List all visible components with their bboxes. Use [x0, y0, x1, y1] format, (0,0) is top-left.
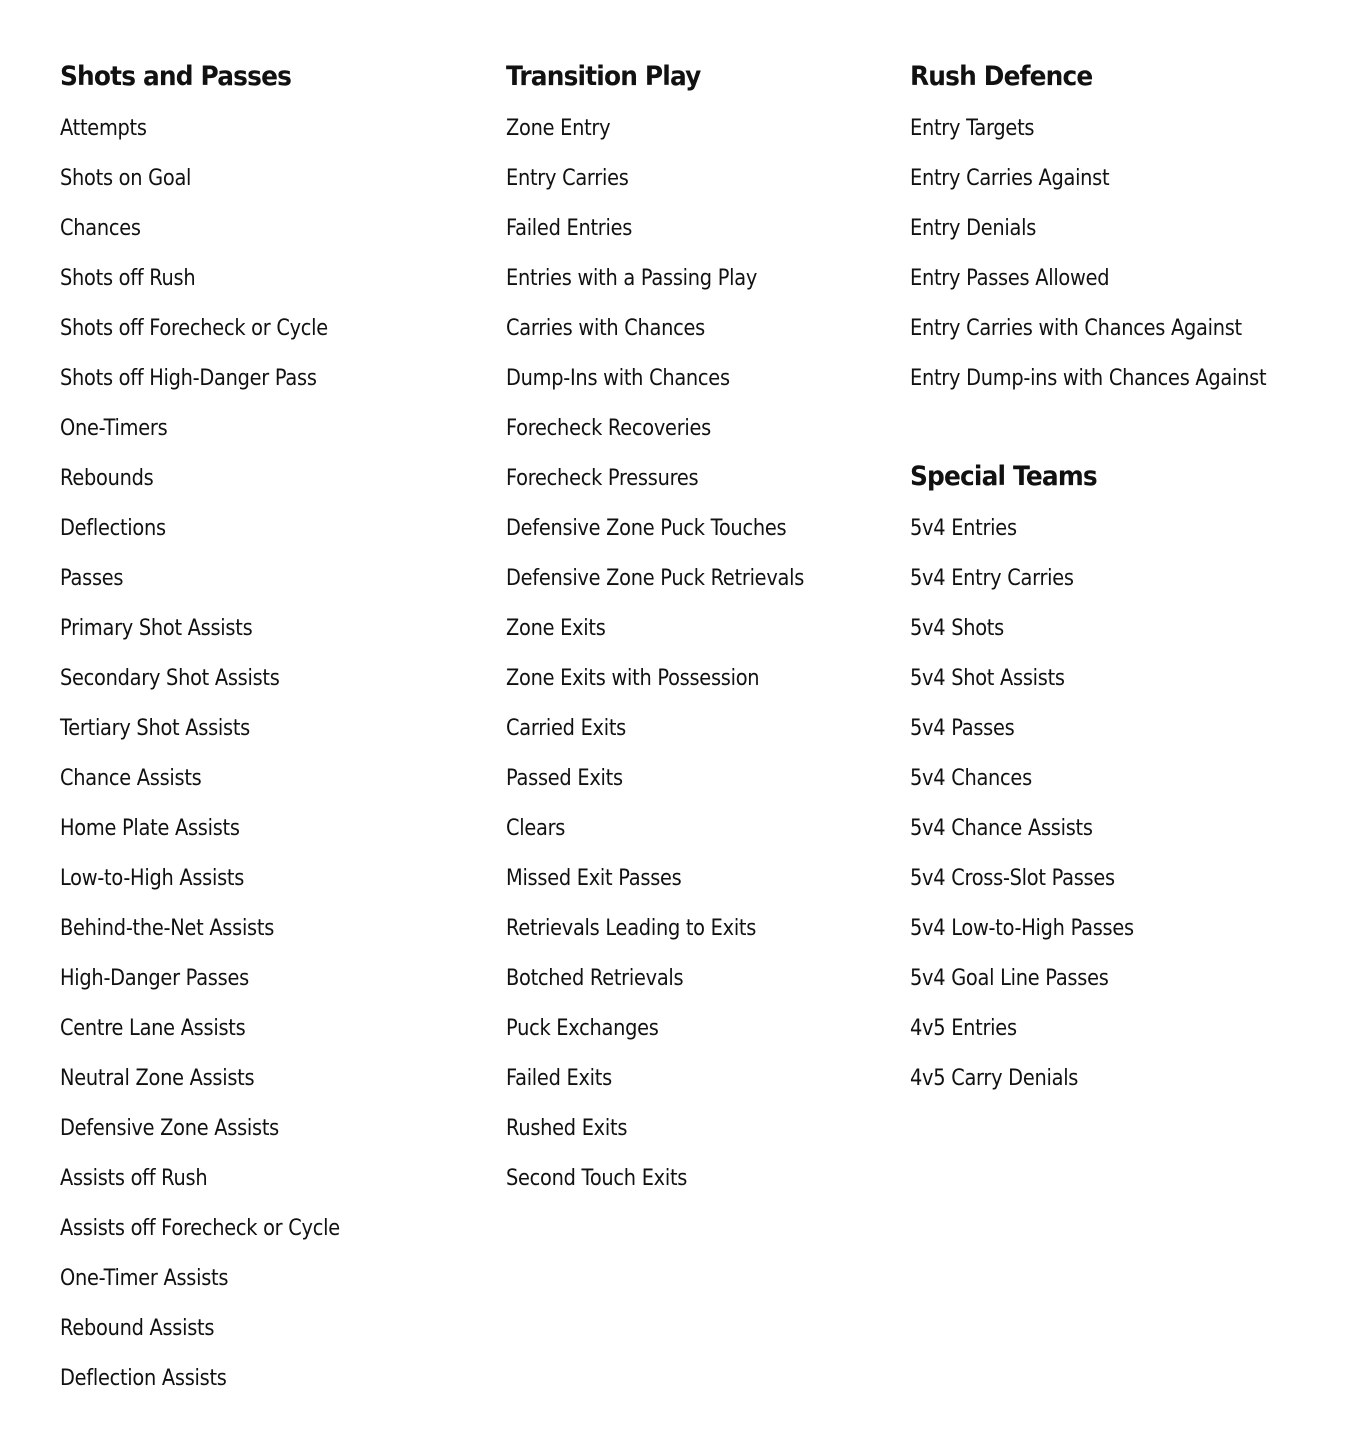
metric-item: 5v4 Entries: [910, 516, 1017, 541]
metric-item: 5v4 Cross-Slot Passes: [910, 866, 1115, 891]
metric-item: Dump-Ins with Chances: [506, 366, 730, 391]
metric-item: Chances: [60, 216, 141, 241]
metric-list: [60, 104, 378, 1404]
metric-item: Missed Exit Passes: [506, 866, 682, 891]
metric-item: Carried Exits: [506, 716, 627, 741]
metric-item: Rebounds: [60, 466, 154, 491]
metric-item: Entry Denials: [910, 216, 1037, 241]
metric-item: Entries with a Passing Play: [506, 266, 758, 291]
section-heading: Special Teams: [910, 461, 1097, 492]
metric-item: Assists off Forecheck or Cycle: [60, 1216, 340, 1241]
metric-item: Rebound Assists: [60, 1316, 215, 1341]
metric-item: 4v5 Entries: [910, 1016, 1017, 1041]
metric-item: Tertiary Shot Assists: [60, 716, 250, 741]
metric-item: Shots off Rush: [60, 266, 196, 291]
metric-item: One-Timer Assists: [60, 1266, 229, 1291]
metric-item: Chance Assists: [60, 766, 202, 791]
metric-item: 5v4 Goal Line Passes: [910, 966, 1109, 991]
metric-item: Second Touch Exits: [506, 1166, 688, 1191]
metric-item: Clears: [506, 816, 566, 841]
metric-item: 5v4 Shots: [910, 616, 1004, 641]
metric-item: Shots off High-Danger Pass: [60, 366, 317, 391]
column-shots-and-passes: [60, 52, 378, 1404]
metric-item: Attempts: [60, 116, 147, 141]
section-special-teams: [910, 452, 1315, 1104]
section-heading: Rush Defence: [910, 61, 1093, 92]
metric-item: Forecheck Pressures: [506, 466, 699, 491]
metric-item: 4v5 Carry Denials: [910, 1066, 1079, 1091]
metric-item: Deflections: [60, 516, 166, 541]
metric-item: Carries with Chances: [506, 316, 706, 341]
metric-item: Entry Targets: [910, 116, 1035, 141]
section-transition-play: [506, 52, 845, 1204]
metric-list: [910, 504, 1315, 1104]
metric-item: Home Plate Assists: [60, 816, 240, 841]
metric-item: One-Timers: [60, 416, 168, 441]
metric-item: Retrievals Leading to Exits: [506, 916, 757, 941]
metric-item: Failed Entries: [506, 216, 633, 241]
metric-item: Forecheck Recoveries: [506, 416, 711, 441]
metric-item: Puck Exchanges: [506, 1016, 659, 1041]
metric-item: Entry Carries: [506, 166, 629, 191]
metric-item: Low-to-High Assists: [60, 866, 245, 891]
metric-item: Zone Exits with Possession: [506, 666, 760, 691]
section-rush-defence: [910, 52, 1315, 404]
metric-item: Entry Passes Allowed: [910, 266, 1110, 291]
metric-item: Shots on Goal: [60, 166, 192, 191]
column-rush-defence-special-teams: [910, 52, 1315, 1104]
metric-item: Primary Shot Assists: [60, 616, 253, 641]
metric-item: 5v4 Entry Carries: [910, 566, 1074, 591]
metric-item: Rushed Exits: [506, 1116, 628, 1141]
metric-item: Assists off Rush: [60, 1166, 208, 1191]
metric-item: Secondary Shot Assists: [60, 666, 280, 691]
metric-item: Defensive Zone Puck Retrievals: [506, 566, 805, 591]
metric-item: Entry Dump-ins with Chances Against: [910, 366, 1267, 391]
metric-item: Passes: [60, 566, 124, 591]
section-heading: Transition Play: [506, 61, 701, 92]
metric-list: [506, 104, 845, 1204]
metric-item: Neutral Zone Assists: [60, 1066, 255, 1091]
metric-item: Entry Carries Against: [910, 166, 1110, 191]
metric-item: Zone Entry: [506, 116, 611, 141]
metric-item: Failed Exits: [506, 1066, 612, 1091]
metric-item: Behind-the-Net Assists: [60, 916, 275, 941]
metric-item: 5v4 Low-to-High Passes: [910, 916, 1134, 941]
metric-item: 5v4 Chances: [910, 766, 1032, 791]
metric-item: High-Danger Passes: [60, 966, 249, 991]
metric-item: Defensive Zone Puck Touches: [506, 516, 787, 541]
metric-item: Defensive Zone Assists: [60, 1116, 280, 1141]
section-heading: Shots and Passes: [60, 61, 292, 92]
metric-item: Deflection Assists: [60, 1366, 227, 1391]
metric-item: 5v4 Passes: [910, 716, 1015, 741]
metric-item: Passed Exits: [506, 766, 623, 791]
column-transition-play: [506, 52, 845, 1204]
section-shots-and-passes: [60, 52, 378, 1404]
metric-list: [910, 104, 1315, 404]
metric-item: Entry Carries with Chances Against: [910, 316, 1242, 341]
metric-item: 5v4 Chance Assists: [910, 816, 1093, 841]
metric-item: Centre Lane Assists: [60, 1016, 246, 1041]
metric-item: Botched Retrievals: [506, 966, 684, 991]
metric-item: Shots off Forecheck or Cycle: [60, 316, 328, 341]
metric-item: 5v4 Shot Assists: [910, 666, 1065, 691]
metric-item: Zone Exits: [506, 616, 606, 641]
